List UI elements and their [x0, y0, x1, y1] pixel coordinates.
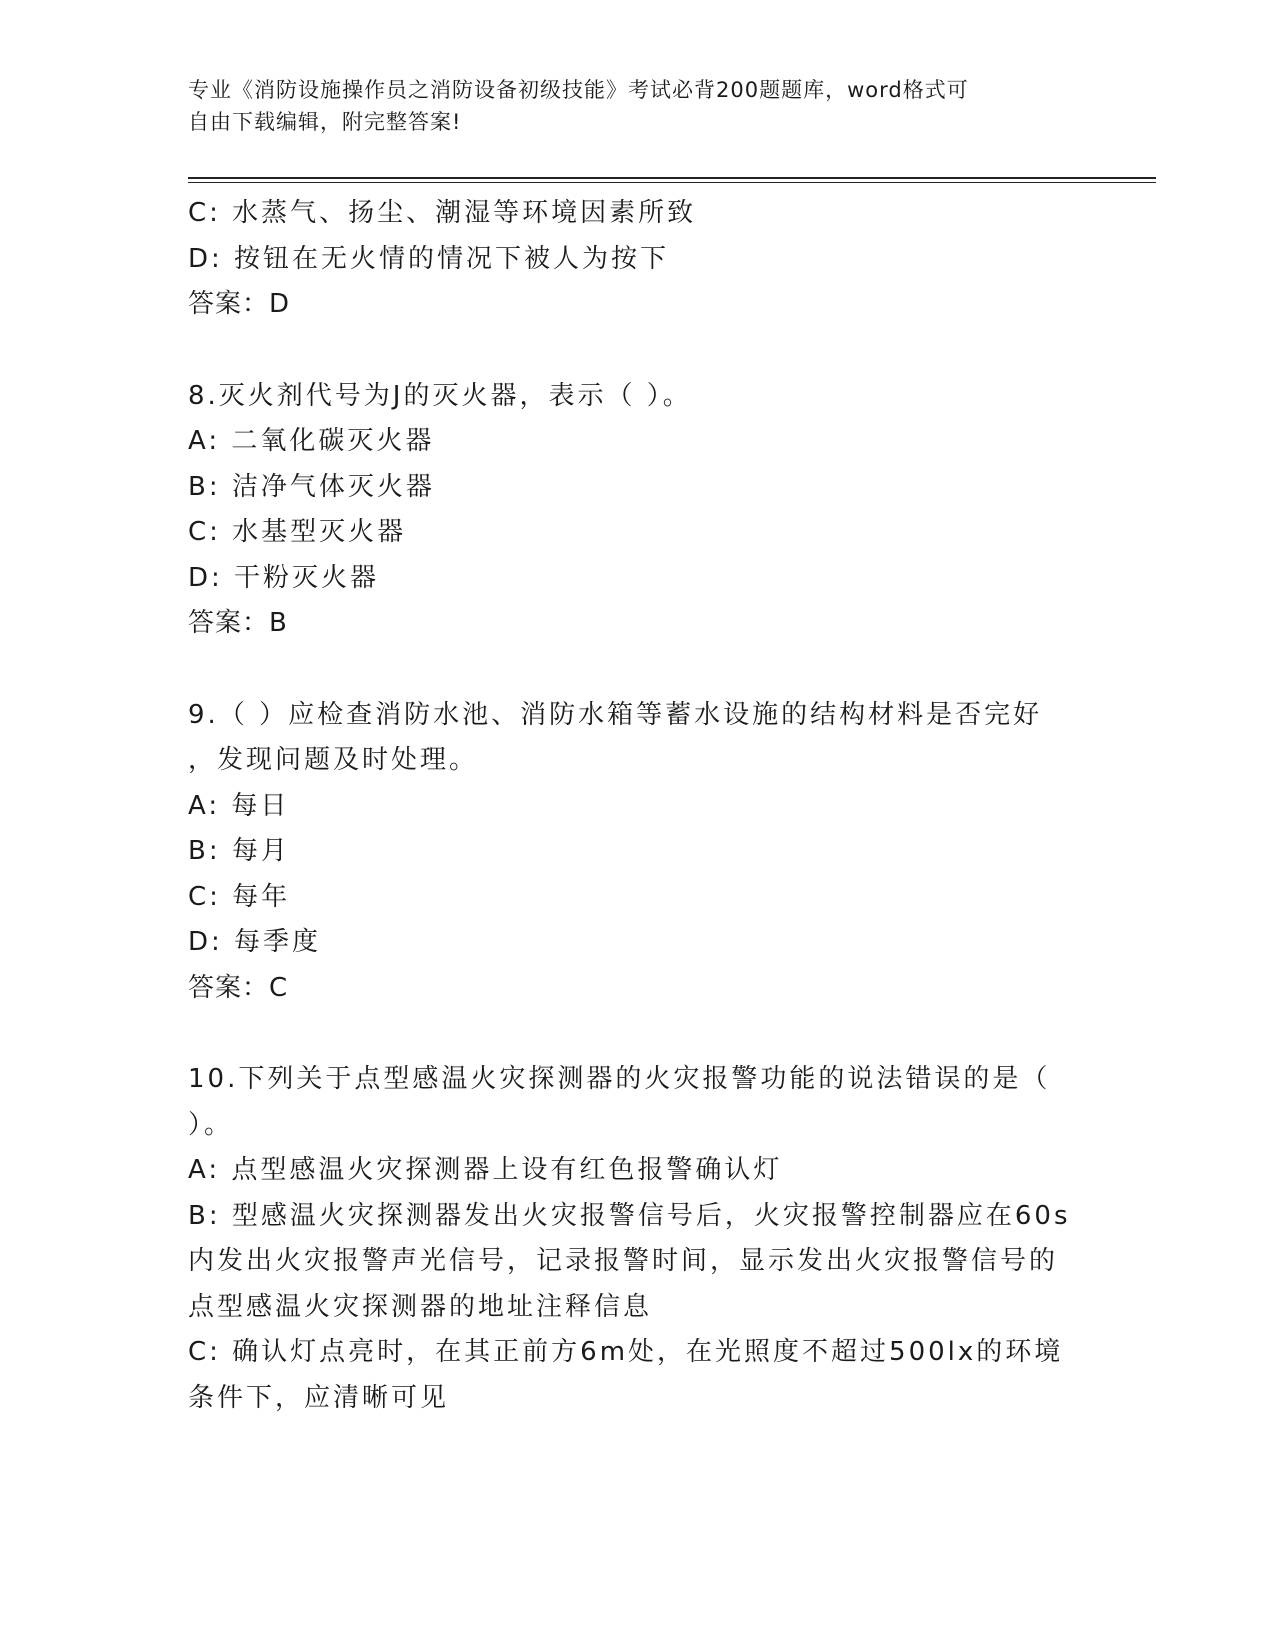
- question-7-tail: [188, 191, 1088, 328]
- q10-option-b-line3: 点型感温火灾探测器的地址注释信息: [188, 1291, 653, 1322]
- q9-stem-line2: ，发现问题及时处理。: [188, 745, 479, 775]
- q9-option-b: B: 每月: [188, 836, 290, 866]
- q8-option-a: A: 二氧化碳灭火器: [188, 426, 435, 456]
- q9-stem-line1: 9.（ ）应检查消防水池、消防水箱等蓄水设施的结构材料是否完好: [188, 699, 1043, 730]
- q10-option-b-line2: 内发出火灾报警声光信号，记录报警时间，显示发出火灾报警信号的: [188, 1246, 1059, 1276]
- q9-answer: 答案：C: [188, 972, 289, 1003]
- q10-option-c-line1: C: 确认灯点亮时，在其正前方6m处，在光照度不超过500lx的环境: [188, 1337, 1064, 1367]
- q10-option-b-line1: B: 型感温火灾探测器发出火灾报警信号后，火灾报警控制器应在60s: [188, 1200, 1071, 1231]
- question-10: [188, 1057, 1088, 1421]
- q8-option-b: B: 洁净气体灭火器: [188, 471, 435, 502]
- q10-option-a: A: 点型感温火灾探测器上设有红色报警确认灯: [188, 1155, 783, 1185]
- header-title-line2: 自由下载编辑，附完整答案!: [188, 110, 462, 134]
- q9-option-d: D: 每季度: [188, 927, 322, 957]
- q8-stem: 8.灭火剂代号为J的灭火器，表示（ ）。: [188, 380, 692, 411]
- q10-stem-line2: ）。: [188, 1109, 234, 1140]
- spacer: [188, 328, 1088, 374]
- q9-option-c: C: 每年: [188, 881, 291, 912]
- q10-option-c-line2: 条件下，应清晰可见: [188, 1382, 450, 1413]
- q7-option-d: D: 按钮在无火情的情况下被人为按下: [188, 243, 670, 274]
- header-divider-thin: [188, 182, 1156, 183]
- q8-option-c: C: 水基型灭火器: [188, 517, 407, 547]
- q8-option-d: D: 干粉灭火器: [188, 562, 380, 593]
- q8-answer: 答案：B: [188, 608, 288, 638]
- question-9: [188, 693, 1088, 1012]
- spacer: [188, 647, 1088, 693]
- header-divider-thick: [188, 177, 1156, 179]
- q7-option-c: C: 水蒸气、扬尘、潮湿等环境因素所致: [188, 198, 697, 228]
- q9-option-a: A: 每日: [188, 790, 290, 821]
- question-8: [188, 374, 1088, 647]
- header-title-line1: 专业《消防设施操作员之消防设备初级技能》考试必背200题题库，word格式可: [188, 78, 969, 102]
- q10-stem-line1: 10.下列关于点型感温火灾探测器的火灾报警功能的说法错误的是（: [188, 1064, 1051, 1094]
- spacer: [188, 1011, 1088, 1057]
- document-header: [188, 74, 1068, 138]
- question-content: [188, 191, 1088, 1421]
- q7-answer: 答案：D: [188, 289, 291, 319]
